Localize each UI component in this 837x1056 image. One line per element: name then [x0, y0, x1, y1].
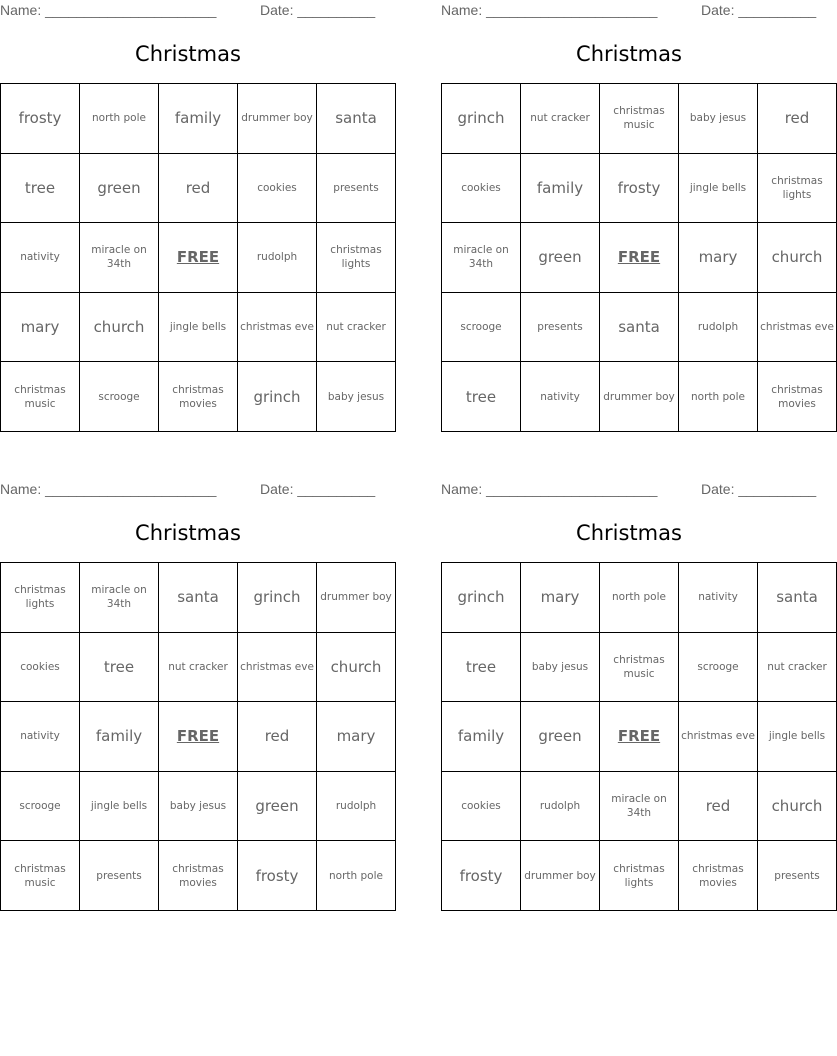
bingo-cell[interactable]: christmas eve: [238, 632, 317, 702]
bingo-cell[interactable]: grinch: [238, 362, 317, 432]
bingo-cell[interactable]: scrooge: [80, 362, 159, 432]
bingo-cell[interactable]: tree: [80, 632, 159, 702]
bingo-cell[interactable]: christmas music: [600, 84, 679, 154]
bingo-cell[interactable]: tree: [1, 153, 80, 223]
bingo-cell[interactable]: rudolph: [521, 771, 600, 841]
grid-row: [1, 771, 396, 841]
free-space-cell[interactable]: FREE: [600, 702, 679, 772]
bingo-cell[interactable]: family: [80, 702, 159, 772]
bingo-cell[interactable]: mary: [679, 223, 758, 293]
bingo-cell[interactable]: tree: [442, 362, 521, 432]
bingo-cell[interactable]: north pole: [317, 841, 396, 911]
bingo-cell[interactable]: north pole: [600, 563, 679, 633]
grid-row: [442, 223, 837, 293]
bingo-cell[interactable]: miracle on 34th: [80, 563, 159, 633]
bingo-cell[interactable]: jingle bells: [758, 702, 837, 772]
bingo-cell[interactable]: cookies: [442, 771, 521, 841]
bingo-cell[interactable]: christmas eve: [679, 702, 758, 772]
bingo-cell[interactable]: family: [442, 702, 521, 772]
grid-row: [1, 84, 396, 154]
grid-row: [1, 632, 396, 702]
name-field-label: Name: ______________________: [0, 481, 217, 497]
name-date-header: [0, 481, 376, 499]
bingo-cell[interactable]: christmas movies: [159, 362, 238, 432]
bingo-cell[interactable]: miracle on 34th: [600, 771, 679, 841]
bingo-cell[interactable]: jingle bells: [159, 292, 238, 362]
grid-row: [1, 563, 396, 633]
bingo-cell[interactable]: nativity: [679, 563, 758, 633]
card-title: Christmas: [576, 521, 682, 545]
bingo-cell[interactable]: nut cracker: [521, 84, 600, 154]
bingo-cell[interactable]: christmas lights: [1, 563, 80, 633]
bingo-cell[interactable]: nut cracker: [159, 632, 238, 702]
bingo-cell[interactable]: nativity: [1, 702, 80, 772]
bingo-cell[interactable]: church: [317, 632, 396, 702]
bingo-cell[interactable]: grinch: [442, 84, 521, 154]
bingo-grid: [0, 83, 396, 432]
bingo-cell[interactable]: green: [521, 223, 600, 293]
bingo-cell[interactable]: baby jesus: [317, 362, 396, 432]
bingo-cell[interactable]: miracle on 34th: [80, 223, 159, 293]
bingo-cell[interactable]: christmas music: [1, 841, 80, 911]
grid-row: [442, 632, 837, 702]
bingo-cell[interactable]: green: [521, 702, 600, 772]
free-space-cell[interactable]: FREE: [600, 223, 679, 293]
bingo-cell[interactable]: christmas movies: [159, 841, 238, 911]
free-space-cell[interactable]: FREE: [159, 702, 238, 772]
bingo-cell[interactable]: grinch: [238, 563, 317, 633]
bingo-cell[interactable]: scrooge: [679, 632, 758, 702]
grid-row: [442, 362, 837, 432]
bingo-cell[interactable]: christmas music: [1, 362, 80, 432]
name-field-label: Name: ______________________: [441, 481, 658, 497]
bingo-cell[interactable]: drummer boy: [521, 841, 600, 911]
date-field-label: Date: __________: [701, 481, 817, 497]
bingo-cell[interactable]: scrooge: [442, 292, 521, 362]
bingo-cell[interactable]: christmas movies: [758, 362, 837, 432]
bingo-cell[interactable]: christmas music: [600, 632, 679, 702]
bingo-cell[interactable]: frosty: [442, 841, 521, 911]
bingo-cell[interactable]: church: [758, 223, 837, 293]
bingo-cell[interactable]: presents: [521, 292, 600, 362]
bingo-cell[interactable]: tree: [442, 632, 521, 702]
bingo-cell[interactable]: green: [80, 153, 159, 223]
bingo-cell[interactable]: cookies: [1, 632, 80, 702]
card-title: Christmas: [576, 42, 682, 66]
grid-row: [1, 702, 396, 772]
bingo-grid: [0, 562, 396, 911]
bingo-cell[interactable]: red: [238, 702, 317, 772]
bingo-cell[interactable]: cookies: [442, 153, 521, 223]
bingo-grid: [441, 83, 837, 432]
card-title: Christmas: [135, 42, 241, 66]
bingo-cell[interactable]: christmas lights: [600, 841, 679, 911]
bingo-cell[interactable]: nut cracker: [317, 292, 396, 362]
bingo-cell[interactable]: mary: [521, 563, 600, 633]
bingo-cell[interactable]: cookies: [238, 153, 317, 223]
grid-row: [442, 841, 837, 911]
card-title: Christmas: [135, 521, 241, 545]
bingo-card: [441, 479, 827, 919]
bingo-cell[interactable]: frosty: [600, 153, 679, 223]
bingo-cell[interactable]: family: [159, 84, 238, 154]
bingo-card: [0, 479, 392, 919]
bingo-cell[interactable]: christmas eve: [238, 292, 317, 362]
bingo-cell[interactable]: red: [758, 84, 837, 154]
bingo-cell[interactable]: family: [521, 153, 600, 223]
grid-row: [442, 563, 837, 633]
bingo-cell[interactable]: rudolph: [238, 223, 317, 293]
bingo-cell[interactable]: christmas movies: [679, 841, 758, 911]
bingo-cell[interactable]: church: [80, 292, 159, 362]
grid-row: [442, 292, 837, 362]
grid-row: [442, 153, 837, 223]
bingo-card: [0, 0, 386, 440]
bingo-cell[interactable]: santa: [317, 84, 396, 154]
bingo-cell[interactable]: mary: [317, 702, 396, 772]
name-date-header: [0, 2, 376, 20]
bingo-cell[interactable]: drummer boy: [238, 84, 317, 154]
date-field-label: Date: __________: [260, 481, 376, 497]
bingo-cell[interactable]: jingle bells: [679, 153, 758, 223]
bingo-cell[interactable]: miracle on 34th: [442, 223, 521, 293]
bingo-cell[interactable]: grinch: [442, 563, 521, 633]
bingo-cell[interactable]: red: [159, 153, 238, 223]
bingo-cell[interactable]: scrooge: [1, 771, 80, 841]
grid-row: [1, 362, 396, 432]
name-field-label: Name: ______________________: [0, 2, 217, 18]
bingo-cell[interactable]: christmas lights: [758, 153, 837, 223]
bingo-cell[interactable]: rudolph: [317, 771, 396, 841]
bingo-cell[interactable]: green: [238, 771, 317, 841]
grid-row: [442, 702, 837, 772]
bingo-cell[interactable]: baby jesus: [159, 771, 238, 841]
bingo-cell[interactable]: rudolph: [679, 292, 758, 362]
name-field-label: Name: ______________________: [441, 2, 658, 18]
name-date-header: [441, 481, 817, 499]
free-space-cell[interactable]: FREE: [159, 223, 238, 293]
bingo-cell[interactable]: christmas eve: [758, 292, 837, 362]
date-field-label: Date: __________: [701, 2, 817, 18]
grid-row: [1, 841, 396, 911]
grid-row: [1, 153, 396, 223]
grid-row: [1, 292, 396, 362]
bingo-cell[interactable]: north pole: [679, 362, 758, 432]
date-field-label: Date: __________: [260, 2, 376, 18]
bingo-cell[interactable]: drummer boy: [600, 362, 679, 432]
bingo-cell[interactable]: drummer boy: [317, 563, 396, 633]
bingo-cell[interactable]: presents: [758, 841, 837, 911]
bingo-cell[interactable]: baby jesus: [521, 632, 600, 702]
bingo-cell[interactable]: baby jesus: [679, 84, 758, 154]
bingo-cell[interactable]: nut cracker: [758, 632, 837, 702]
bingo-cell[interactable]: church: [758, 771, 837, 841]
bingo-cell[interactable]: frosty: [238, 841, 317, 911]
bingo-grid: [441, 562, 837, 911]
bingo-cell[interactable]: nativity: [521, 362, 600, 432]
bingo-cell[interactable]: nativity: [1, 223, 80, 293]
grid-row: [442, 771, 837, 841]
bingo-cell[interactable]: frosty: [1, 84, 80, 154]
bingo-cell[interactable]: north pole: [80, 84, 159, 154]
bingo-cell[interactable]: presents: [80, 841, 159, 911]
bingo-cell[interactable]: mary: [1, 292, 80, 362]
name-date-header: [441, 2, 817, 20]
bingo-cell[interactable]: jingle bells: [80, 771, 159, 841]
bingo-cell[interactable]: red: [679, 771, 758, 841]
bingo-cell[interactable]: santa: [758, 563, 837, 633]
bingo-card: [441, 0, 834, 440]
bingo-cell[interactable]: presents: [317, 153, 396, 223]
bingo-cell[interactable]: santa: [600, 292, 679, 362]
bingo-cell[interactable]: santa: [159, 563, 238, 633]
grid-row: [1, 223, 396, 293]
bingo-cell[interactable]: christmas lights: [317, 223, 396, 293]
grid-row: [442, 84, 837, 154]
